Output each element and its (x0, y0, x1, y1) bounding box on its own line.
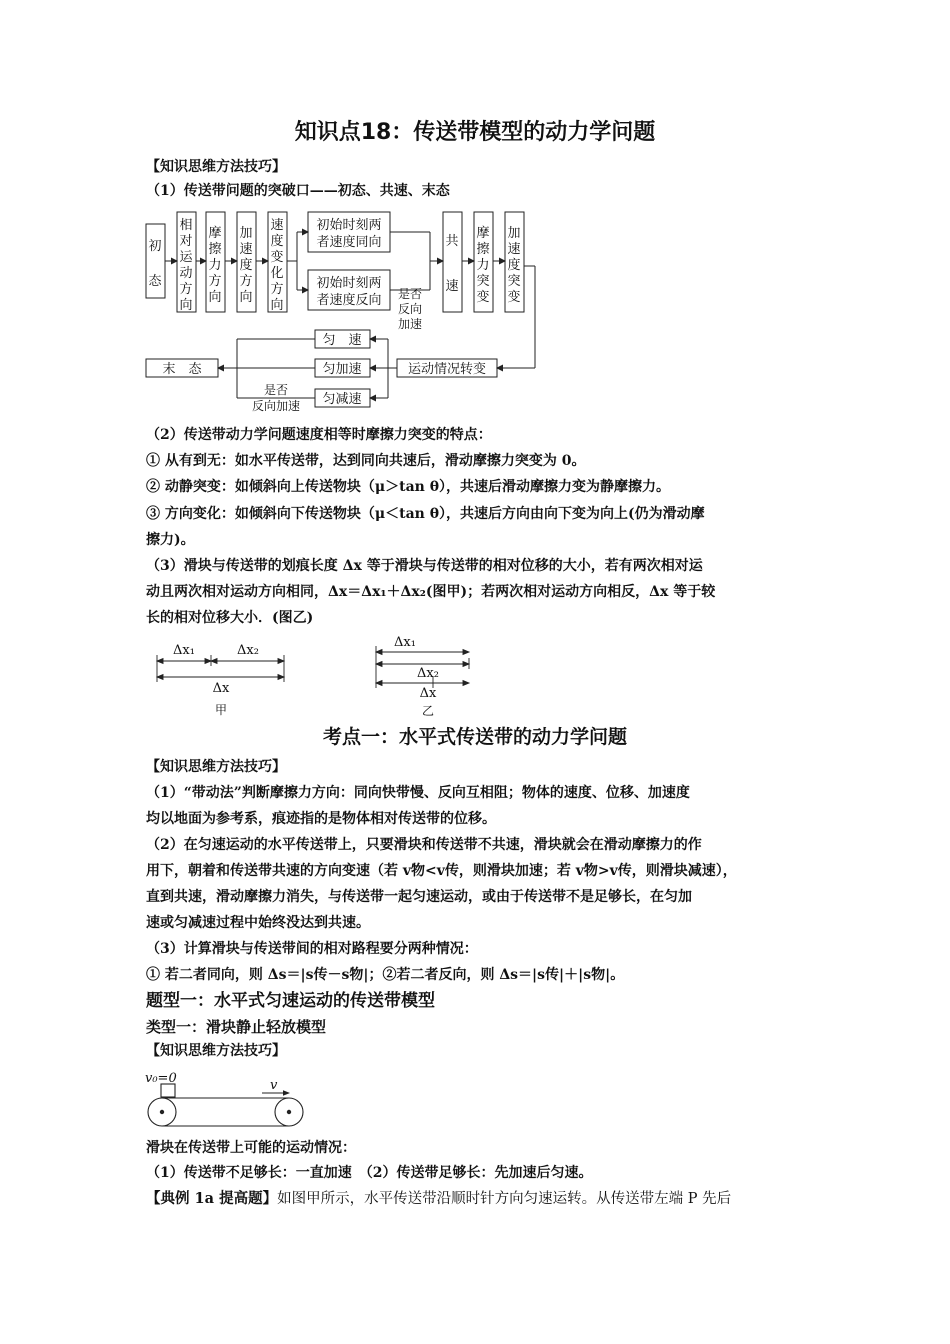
sec2-line-4: 用下，朝着和传送带共速的方向变速（若 v物<v传，则滑块加速；若 v物>v传，则滑块减速）， (146, 863, 737, 879)
accel-jump-char-2: 速 (507, 242, 521, 257)
reverse-label-1: 是否 (397, 287, 423, 301)
reverse-label-3: 加速 (397, 317, 423, 331)
speed-change-char-1: 速 (270, 218, 284, 233)
relative-dir-char-1: 相 (179, 218, 193, 233)
decel-label: 匀减速 (322, 392, 362, 407)
paragraph-3-line-2: 动且两次相对运动方向相同，Δx＝Δx₁＋Δx₂(图甲)；若两次相对运动方向相反，Δx 等于较 (146, 584, 716, 600)
friction-jump-char-2: 擦 (476, 242, 490, 257)
sec3-line-1: 滑块在传送带上可能的运动情况： (146, 1140, 356, 1156)
accel-label: 匀加速 (322, 362, 362, 377)
sec2-line-7: （3）计算滑块与传送带间的相对路程要分两种情况： (146, 941, 478, 957)
sec2-line-6: 速或匀减速过程中始终没达到共速。 (146, 915, 370, 931)
initial-char-1: 初 (148, 239, 162, 254)
friction-jump-char-3: 力 (476, 258, 490, 273)
final-state-label: 末 态 (162, 362, 202, 377)
example-line (146, 1189, 731, 1209)
method-header: 【知识思维方法技巧】 (146, 159, 286, 175)
fig-b-caption: 乙 (421, 704, 435, 718)
friction-dir-char-3: 力 (208, 258, 222, 273)
speed-change-char-2: 度 (270, 234, 284, 249)
uniform-label: 匀 速 (322, 333, 362, 348)
friction-dir-char-5: 向 (208, 290, 222, 305)
figure-b (370, 630, 480, 720)
fig-a-dx: Δx (212, 681, 230, 696)
accel-jump-char-4: 突 (507, 274, 521, 289)
relative-dir-char-5: 方 (179, 282, 193, 297)
accel-dir-char-3: 度 (239, 258, 253, 273)
friction-jump-char-4: 突 (476, 274, 490, 289)
friction-dir-char-2: 擦 (208, 242, 222, 257)
accel-dir-char-2: 速 (239, 242, 253, 257)
conveyor-belt-diagram (140, 1064, 316, 1136)
motion-change-label: 运动情况转变 (407, 362, 487, 377)
co-speed-char-1: 共 (445, 234, 459, 249)
page-title: 知识点18：传送带模型的动力学问题 (294, 120, 656, 145)
accel-dir-char-4: 方 (239, 274, 253, 289)
speed-change-char-6: 向 (270, 298, 284, 313)
accel-jump-char-5: 变 (507, 290, 521, 305)
relative-dir-char-4: 动 (179, 266, 193, 281)
relative-dir-char-2: 对 (179, 234, 193, 249)
sec2-line-1: （1）“带动法”判断摩擦力方向：同向快带慢、反向互相阻；物体的速度、位移、加速度 (146, 785, 690, 801)
method-header-3: 【知识思维方法技巧】 (146, 1043, 286, 1059)
figure-a (150, 636, 300, 720)
sec3-line-2: （1）传送带不足够长：一直加速 （2）传送带足够长：先加速后匀速。 (146, 1165, 593, 1181)
belt-velocity-label: v (270, 1078, 278, 1093)
accel-jump-char-1: 加 (507, 226, 521, 241)
friction-dir-char-1: 摩 (208, 226, 222, 241)
paragraph-1: （1）传送带问题的突破口——初态、共速、末态 (146, 183, 450, 199)
example-tag: 【典例 1a 提高题】 (146, 1190, 278, 1207)
initial-velocity-label: v₀=0 (145, 1071, 177, 1086)
sec2-line-8: ① 若二者同向，则 Δs＝|s传－s物|；②若二者反向，则 Δs＝|s传|＋|s物|。 (146, 967, 625, 983)
same-dir-line-1: 初始时刻两 (316, 218, 382, 233)
reverse-label-b2: 反向加速 (251, 399, 301, 413)
reverse-label-b1: 是否 (263, 383, 289, 397)
fig-a-caption: 甲 (214, 703, 228, 717)
sec2-line-5: 直到共速，滑动摩擦力消失，与传送带一起匀速运动，或由于传送带不是足够长，在匀加 (146, 889, 692, 905)
same-dir-line-2: 者速度同向 (316, 235, 382, 250)
fig-b-dx1: Δx₁ (394, 635, 416, 650)
accel-dir-char-5: 向 (239, 290, 253, 305)
speed-change-char-3: 变 (270, 250, 284, 265)
paragraph-2c-line-2: 擦力)。 (146, 532, 195, 548)
friction-jump-char-5: 变 (476, 290, 490, 305)
opp-dir-line-1: 初始时刻两 (316, 276, 382, 291)
paragraph-3-line-3: 长的相对位移大小．(图乙) (146, 610, 314, 626)
reverse-label-2: 反向 (397, 302, 423, 316)
relative-dir-char-6: 向 (179, 298, 193, 313)
accel-jump-char-3: 度 (507, 258, 521, 273)
sec2-line-3: （2）在匀速运动的水平传送带上，只要滑块和传送带不共速，滑块就会在滑动摩擦力的作 (146, 837, 702, 853)
accel-dir-char-1: 加 (239, 226, 253, 241)
co-speed-char-2: 速 (445, 279, 459, 294)
friction-jump-char-1: 摩 (476, 226, 490, 241)
subtopic-title: 类型一：滑块静止轻放模型 (146, 1018, 327, 1036)
paragraph-2: （2）传送带动力学问题速度相等时摩擦力突变的特点： (146, 427, 492, 443)
friction-dir-char-4: 方 (208, 274, 222, 289)
breakthrough-flowchart (140, 204, 560, 420)
fig-a-dx1: Δx₁ (173, 643, 195, 658)
fig-b-dx: Δx (419, 686, 437, 701)
speed-change-char-5: 方 (270, 282, 284, 297)
relative-dir-char-3: 运 (179, 250, 193, 265)
opp-dir-line-2: 者速度反向 (316, 293, 382, 308)
paragraph-2a: ① 从有到无：如水平传送带，达到同向共速后，滑动摩擦力突变为 0。 (146, 453, 586, 469)
topic-title: 题型一：水平式匀速运动的传送带模型 (146, 991, 435, 1011)
paragraph-3-line-1: （3）滑块与传送带的划痕长度 Δx 等于滑块与传送带的相对位移的大小，若有两次相对运 (146, 558, 703, 574)
sec2-line-2: 均以地面为参考系，痕迹指的是物体相对传送带的位移。 (146, 811, 496, 827)
paragraph-2c-line-1: ③ 方向变化：如倾斜向下传送物块（μ＜tan θ），共速后方向由向下变为向上(仍为滑动摩 (146, 506, 705, 522)
method-header-2: 【知识思维方法技巧】 (146, 759, 286, 775)
initial-char-2: 态 (148, 274, 162, 289)
speed-change-char-4: 化 (270, 266, 284, 281)
fig-a-dx2: Δx₂ (237, 643, 259, 658)
paragraph-2b: ② 动静突变：如倾斜向上传送物块（μ＞tan θ），共速后滑动摩擦力变为静摩擦力。 (146, 479, 671, 495)
fig-b-dx2: Δx₂ (417, 666, 439, 681)
section-title-1: 考点一：水平式传送带的动力学问题 (322, 726, 627, 748)
example-text: 如图甲所示，水平传送带沿顺时针方向匀速运转。从传送带左端 P 先后 (277, 1191, 732, 1207)
